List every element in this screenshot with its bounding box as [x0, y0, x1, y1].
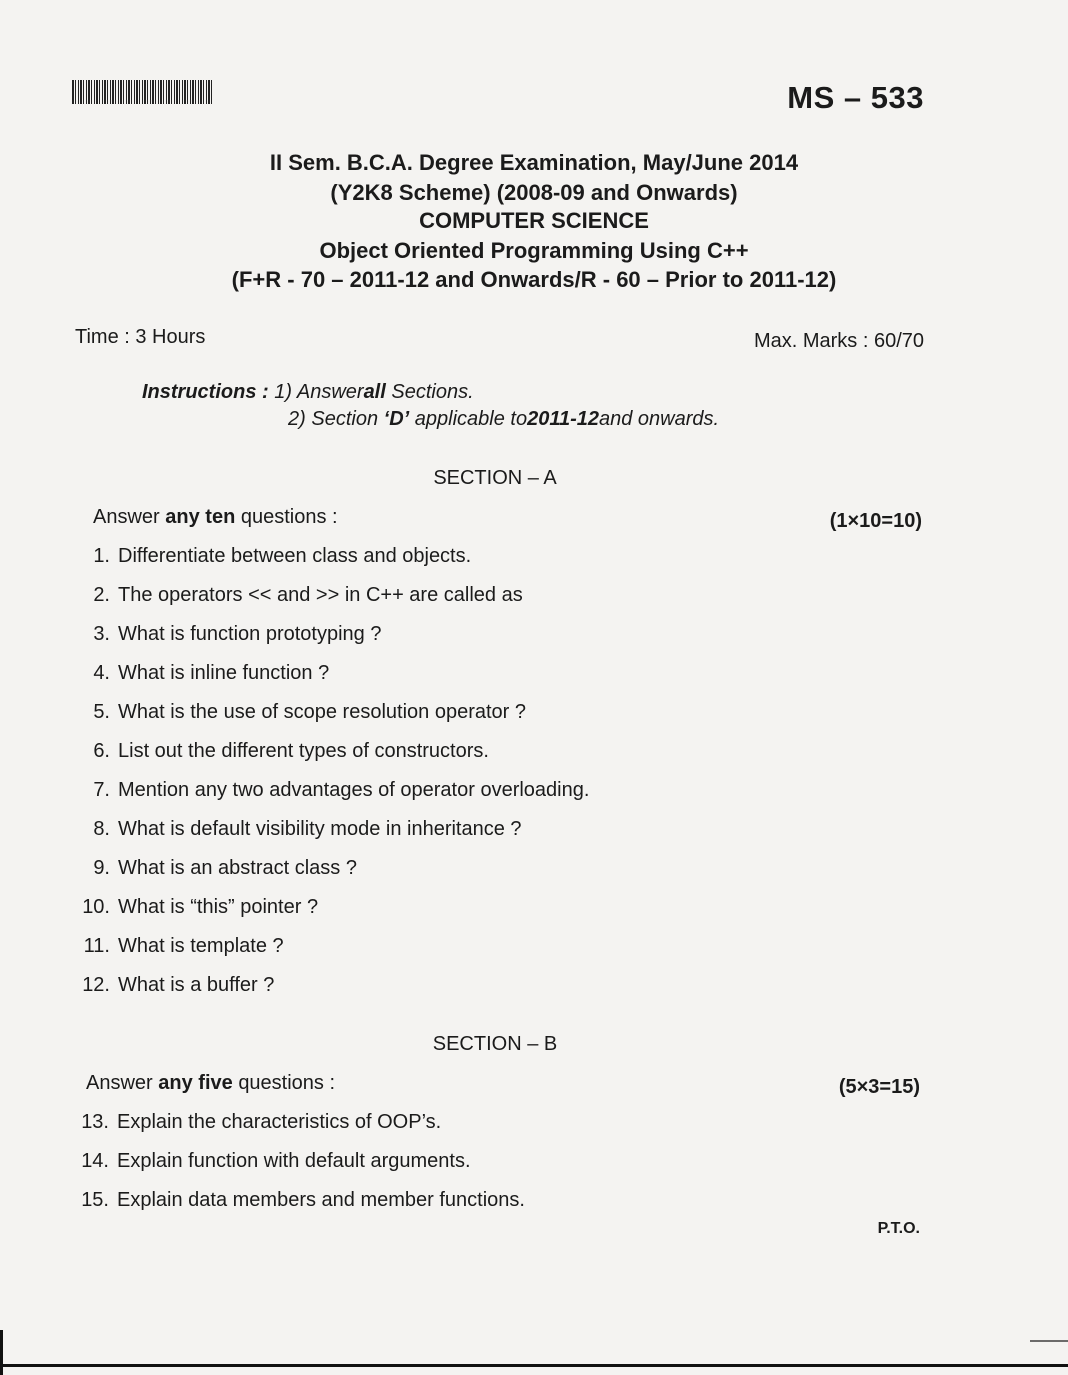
- question-number: 15.: [81, 1189, 109, 1211]
- paper-title: Object Oriented Programming Using C++: [319, 238, 749, 263]
- paper-code: MS – 533: [787, 80, 924, 115]
- scan-edge-left: [0, 1330, 3, 1375]
- pto-marker: P.T.O.: [877, 1220, 920, 1237]
- section-b-ans-pre: Answer: [86, 1072, 153, 1094]
- question-number: 14.: [81, 1150, 109, 1172]
- instruction-2-post: and onwards.: [599, 408, 720, 430]
- question-text: What is inline function ?: [118, 662, 330, 684]
- section-b-title: SECTION – B: [432, 1033, 558, 1055]
- section-b-instruction: [86, 1072, 335, 1095]
- question-number: 3.: [93, 623, 110, 645]
- question-number: 6.: [93, 740, 110, 762]
- question-text: List out the different types of constructors.: [118, 740, 489, 762]
- instruction-2-num: 2): [288, 408, 306, 430]
- section-a-instruction: [93, 506, 338, 529]
- question-number: 8.: [93, 818, 110, 840]
- instructions-line-1: [142, 381, 474, 404]
- question-number: 7.: [93, 779, 110, 801]
- section-a-title: SECTION – A: [433, 467, 557, 489]
- question-10: [70, 896, 318, 919]
- subject: COMPUTER SCIENCE: [419, 208, 649, 233]
- section-a-ans-pre: Answer: [93, 506, 160, 528]
- question-number: 2.: [93, 584, 110, 606]
- applicability-line: (F+R - 70 – 2011-12 and Onwards/R - 60 – Prior to 2011-12): [231, 267, 837, 292]
- question-number: 5.: [93, 701, 110, 723]
- question-number: 11.: [83, 935, 110, 957]
- question-9: [70, 857, 357, 880]
- max-marks: Max. Marks : 60/70: [753, 330, 924, 352]
- question-1: [70, 545, 471, 568]
- question-text: What is “this” pointer ?: [118, 896, 319, 918]
- question-text: What is the use of scope resolution operator ?: [118, 701, 527, 723]
- scan-edge-bottom: [0, 1364, 1068, 1367]
- question-text: Explain data members and member functions.: [117, 1189, 525, 1211]
- question-8: [70, 818, 522, 841]
- question-text: Differentiate between class and objects.: [118, 545, 472, 567]
- scan-edge-mark: [1030, 1340, 1068, 1342]
- question-text: The operators << and >> in C++ are called as: [118, 584, 523, 606]
- question-text: What is a buffer ?: [118, 974, 275, 996]
- question-13: [69, 1111, 441, 1134]
- exam-title: II Sem. B.C.A. Degree Examination, May/June 2014: [269, 150, 799, 175]
- question-15: [69, 1189, 525, 1212]
- question-14: [69, 1150, 471, 1173]
- question-text: Explain the characteristics of OOP’s.: [117, 1111, 442, 1133]
- question-3: [70, 623, 381, 646]
- question-text: What is default visibility mode in inheritance ?: [118, 818, 522, 840]
- barcode: [72, 80, 212, 104]
- instruction-2-mid: applicable to: [414, 408, 528, 430]
- question-12: [70, 974, 274, 997]
- instructions-line-2: [288, 408, 719, 431]
- section-b-marks: (5×3=15): [838, 1076, 920, 1098]
- question-7: [70, 779, 589, 802]
- question-number: 10.: [82, 896, 110, 918]
- section-a-marks: (1×10=10): [829, 510, 922, 532]
- question-6: [70, 740, 489, 763]
- instruction-1-bold: all: [363, 381, 386, 403]
- section-a-ans-post: questions :: [240, 506, 338, 528]
- question-number: 9.: [93, 857, 110, 879]
- section-a-ans-bold: any ten: [165, 506, 236, 528]
- question-4: [70, 662, 329, 685]
- instruction-2-bold: ‘D’: [383, 408, 410, 430]
- instruction-2-bold2: 2011-12: [527, 408, 599, 430]
- section-b-ans-bold: any five: [158, 1072, 233, 1094]
- question-5: [70, 701, 526, 724]
- scheme-line: (Y2K8 Scheme) (2008-09 and Onwards): [330, 180, 738, 205]
- instruction-1-post: Sections.: [391, 381, 474, 403]
- question-number: 1.: [93, 545, 110, 567]
- question-number: 13.: [81, 1111, 109, 1133]
- question-11: [70, 935, 284, 958]
- instructions-label: Instructions :: [142, 381, 269, 403]
- question-text: Mention any two advantages of operator overloading.: [118, 779, 590, 801]
- question-text: What is an abstract class ?: [118, 857, 357, 879]
- instruction-1-text: Answer: [296, 381, 364, 403]
- instruction-1-num: 1): [274, 381, 293, 403]
- question-2: [70, 584, 523, 607]
- question-number: 12.: [82, 974, 110, 996]
- question-text: What is template ?: [118, 935, 284, 957]
- time-allowed: Time : 3 Hours: [75, 326, 206, 348]
- section-b-ans-post: questions :: [238, 1072, 336, 1094]
- instruction-2-text: Section: [311, 408, 379, 430]
- question-text: Explain function with default arguments.: [117, 1150, 471, 1172]
- question-number: 4.: [93, 662, 110, 684]
- question-text: What is function prototyping ?: [118, 623, 382, 645]
